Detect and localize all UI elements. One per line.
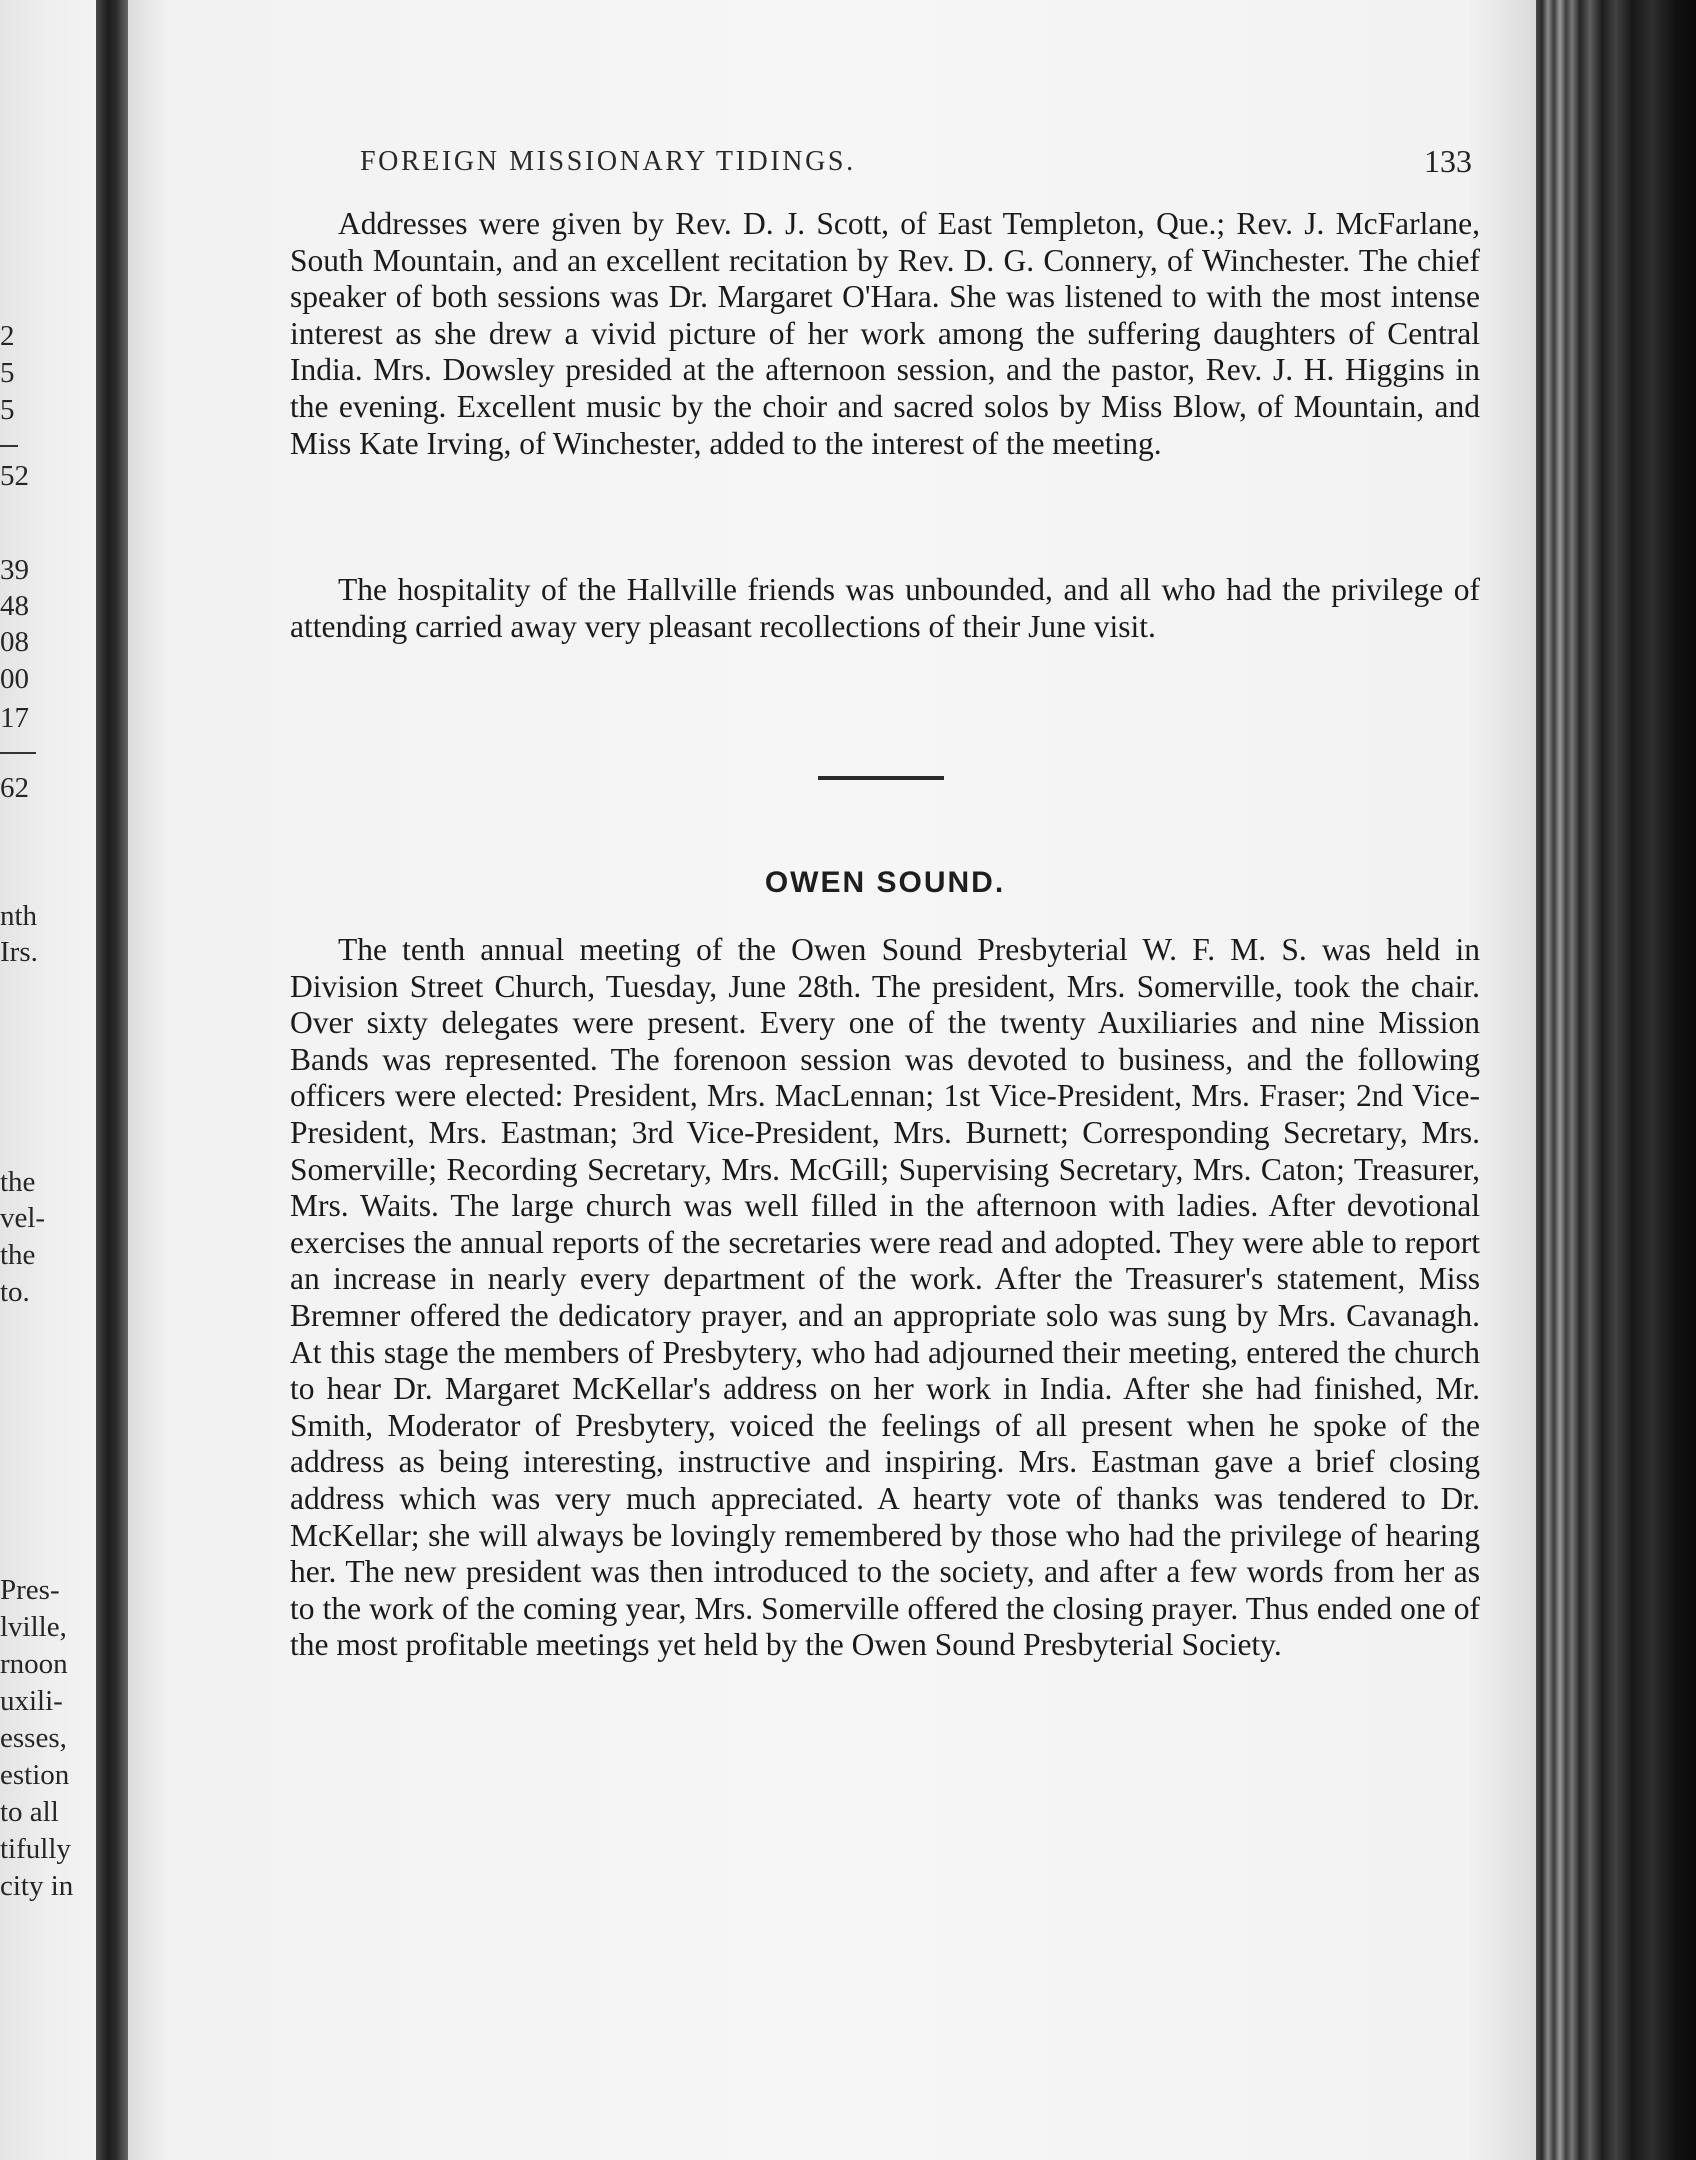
margin-word: to all [0, 1796, 59, 1828]
body-paragraph: The tenth annual meeting of the Owen Sound Presbyterial W. F. M. S. was held in Division Street Church, Tuesday, June 28th. The president, Mrs. Somerville, took the chair. Over sixty delegates were present. Every one of the twenty Auxiliaries and nine Mission Bands was represented. The forenoon session was devoted to business, and the following officers were elected: President, Mrs. MacLennan; 1st Vice-President, Mrs. Fraser; 2nd Vice-President, Mrs. Eastman; 3rd Vice-President, Mrs. Burnett; Corresponding Secretary, Mrs. Somerville; Recording Secretary, Mrs. McGill; Supervising Secretary, Mrs. Caton; Treasurer, Mrs. Waits. The large church was well filled in the afternoon with ladies. After devotional exercises the annual reports of the secretaries were read and adopted. They were able to report an increase in nearly every department of the work. After the Treasurer's statement, Miss Bremner offered the dedicatory prayer, and an appropriate solo was sung by Mrs. Cavanagh. At this stage the members of Presbytery, who had adjourned their meeting, entered the church to hear Dr. Margaret McKellar's address on her work in India. After she had finished, Mr. Smith, Moderator of Presbytery, voiced the feelings of all present when he spoke of the address as being interesting, instructive and inspiring. Mrs. Eastman gave a brief closing address which was very much appreciated. A hearty vote of thanks was tendered to Dr. McKellar; she will always be lovingly remembered by those who had the privilege of hearing her. The new president was then introduced to the society, and after a few words from her as to the work of the coming year, Mrs. Somerville offered the closing prayer. Thus ended one of the most profitable meetings yet held by the Owen Sound Presbyterial Society. [290, 932, 1480, 1663]
margin-word: nth [0, 900, 38, 932]
margin-word: city in [0, 1870, 74, 1902]
margin-word: Irs. [0, 936, 38, 968]
sum-rule [0, 752, 36, 754]
margin-number: 48 [0, 590, 29, 622]
margin-number: 00 [0, 663, 29, 695]
sum-rule [0, 445, 18, 447]
section-divider-rule [818, 776, 944, 780]
margin-number: 5 [0, 357, 15, 389]
page-number: 133 [1424, 143, 1472, 179]
margin-number: 39 [0, 554, 29, 586]
margin-number: 17 [0, 702, 29, 734]
margin-word: rnoon [0, 1648, 68, 1680]
margin-number: 2 [0, 320, 15, 352]
body-paragraph: The hospitality of the Hallville friends was unbounded, and all who had the privilege of attending carried away very pleasant recollections of their June visit. [290, 572, 1480, 644]
margin-word: uxili- [0, 1685, 63, 1717]
margin-word: the [0, 1239, 36, 1271]
margin-number: 5 [0, 394, 15, 426]
margin-word: the [0, 1166, 36, 1198]
margin-number: 62 [0, 772, 29, 804]
body-paragraph: Addresses were given by Rev. D. J. Scott, of East Templeton, Que.; Rev. J. McFarlane, South Mountain, and an excellent recitation by Rev. D. G. Connery, of Winchester. The chief speaker of both sessions was Dr. Margaret O'Hara. She was listened to with the most intense interest as she drew a vivid picture of her work among the suffering daughters of Central India. Mrs. Dowsley presided at the afternoon session, and the pastor, Rev. J. H. Higgins in the evening. Excellent music by the choir and sacred solos by Miss Blow, of Mountain, and Miss Kate Irving, of Winchester, added to the interest of the meeting. [290, 206, 1480, 461]
book-binding-edge [1536, 0, 1696, 2160]
margin-word: estion [0, 1759, 70, 1791]
margin-word: to. [0, 1276, 30, 1308]
margin-word: Pres- [0, 1574, 60, 1606]
margin-word: esses, [0, 1722, 67, 1754]
section-heading: OWEN SOUND. [764, 866, 1006, 899]
margin-number: 08 [0, 626, 29, 658]
running-head: FOREIGN MISSIONARY TIDINGS. [360, 146, 856, 177]
margin-word: lville, [0, 1611, 67, 1643]
margin-word: vel- [0, 1202, 46, 1234]
margin-word: tifully [0, 1833, 71, 1865]
book-gutter [96, 0, 130, 2160]
margin-number: 52 [0, 460, 29, 492]
